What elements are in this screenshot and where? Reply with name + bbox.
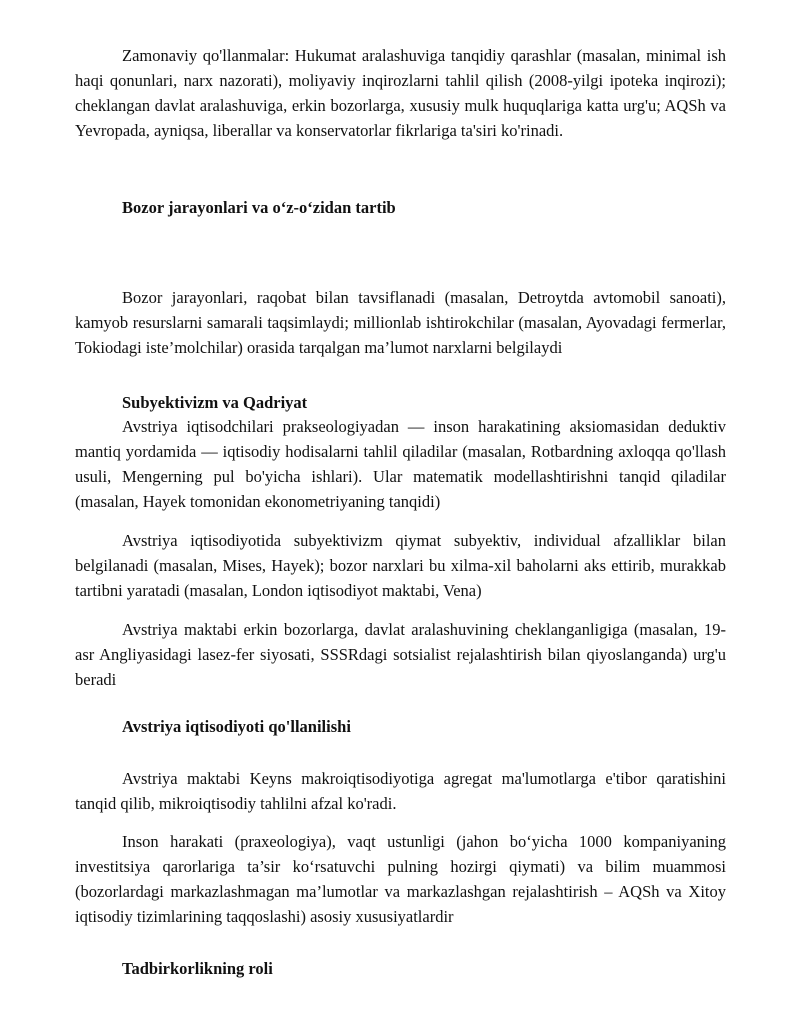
paragraph-free-markets: Avstriya maktabi erkin bozorlarga, davlat aralashuvining cheklanganligiga (masalan, 19-asr Angliyasidagi lasez-fer siyosati, SSSRdagi sotsialist rejalashtirish bilan qiyoslanganda) urg'u beradi — [75, 620, 726, 689]
paragraph-keynes-critique: Avstriya maktabi Keyns makroiqtisodiyotiga agregat ma'lumotlarga e'tibor qaratishini tanqid qilib, mikroiqtisodiy tahlilni afzal ko'radi. — [75, 769, 726, 813]
paragraph-praxeology: Avstriya iqtisodchilari prakseologiyadan — inson harakatining aksiomasidan deduktiv mantiq yordamida — iqtisodiy hodisalarni tahlil qiladilar (masalan, Rotbardning axloqqa qo'llash usuli, Mengerning pul bo'yicha ishlari). Ular matematik modellashtirishni tanqid qiladilar (masalan, Hayek tomonidan ekonometriyaning tanqidi) — [75, 417, 726, 511]
heading-applications: Avstriya iqtisodiyoti qo'llanilishi — [122, 717, 351, 736]
paragraph-subjective-value: Avstriya iqtisodiyotida subyektivizm qiymat subyektiv, individual afzalliklar bilan belgilanadi (masalan, Mises, Hayek); bozor narxlari bu xilma-xil baholarni aks ettirib, murakkab tartibni yaratadi (masalan, London iqtisodiyot maktabi, Vena) — [75, 531, 726, 600]
paragraph-market-processes: Bozor jarayonlari, raqobat bilan tavsiflanadi (masalan, Detroytda avtomobil sanoati), kamyob resurslarni samarali taqsimlaydi; millionlab ishtirokchilar (masalan, Ayovadagi fermerlar, Tokiodagi iste’molchilar) orasida tarqalgan ma’lumot narxlarni belgilaydi — [75, 288, 726, 357]
paragraph-modern-applications: Zamonaviy qo'llanmalar: Hukumat aralashuviga tanqidiy qarashlar (masalan, minimal ish haqi qonunlari, narx nazorati), moliyaviy inqirozlarni tahlil qilish (2008-yilgi ipoteka inqirozi); cheklangan davlat aralashuviga, erkin bozorlarga, xususiy mulk huquqlariga katta urg'u; AQSh va Yevropada, ayniqsa, liberallar va konservatorlar fikrlariga ta'siri ko'rinadi. — [75, 46, 726, 140]
heading-subjectivism: Subyektivizm va Qadriyat — [122, 393, 308, 412]
paragraph-human-action: Inson harakati (praxeologiya), vaqt ustunligi (jahon bo‘yicha 1000 kompaniyaning investitsiya qarorlariga ta’sir ko‘rsatuvchi pulning hozirgi qiymati) va bilim muammosi (bozorlardagi markazlashmagan ma’lumotlar va markazlashgan rejalashtirish – AQSh va Xitoy iqtisodiy tizimlarining taqqoslashi) asosiy xususiyatlardir — [75, 832, 726, 926]
heading-market-processes: Bozor jarayonlari va o‘z-o‘zidan tartib — [122, 198, 396, 217]
document-page — [75, 43, 726, 981]
heading-entrepreneurship: Tadbirkorlikning roli — [122, 959, 273, 978]
